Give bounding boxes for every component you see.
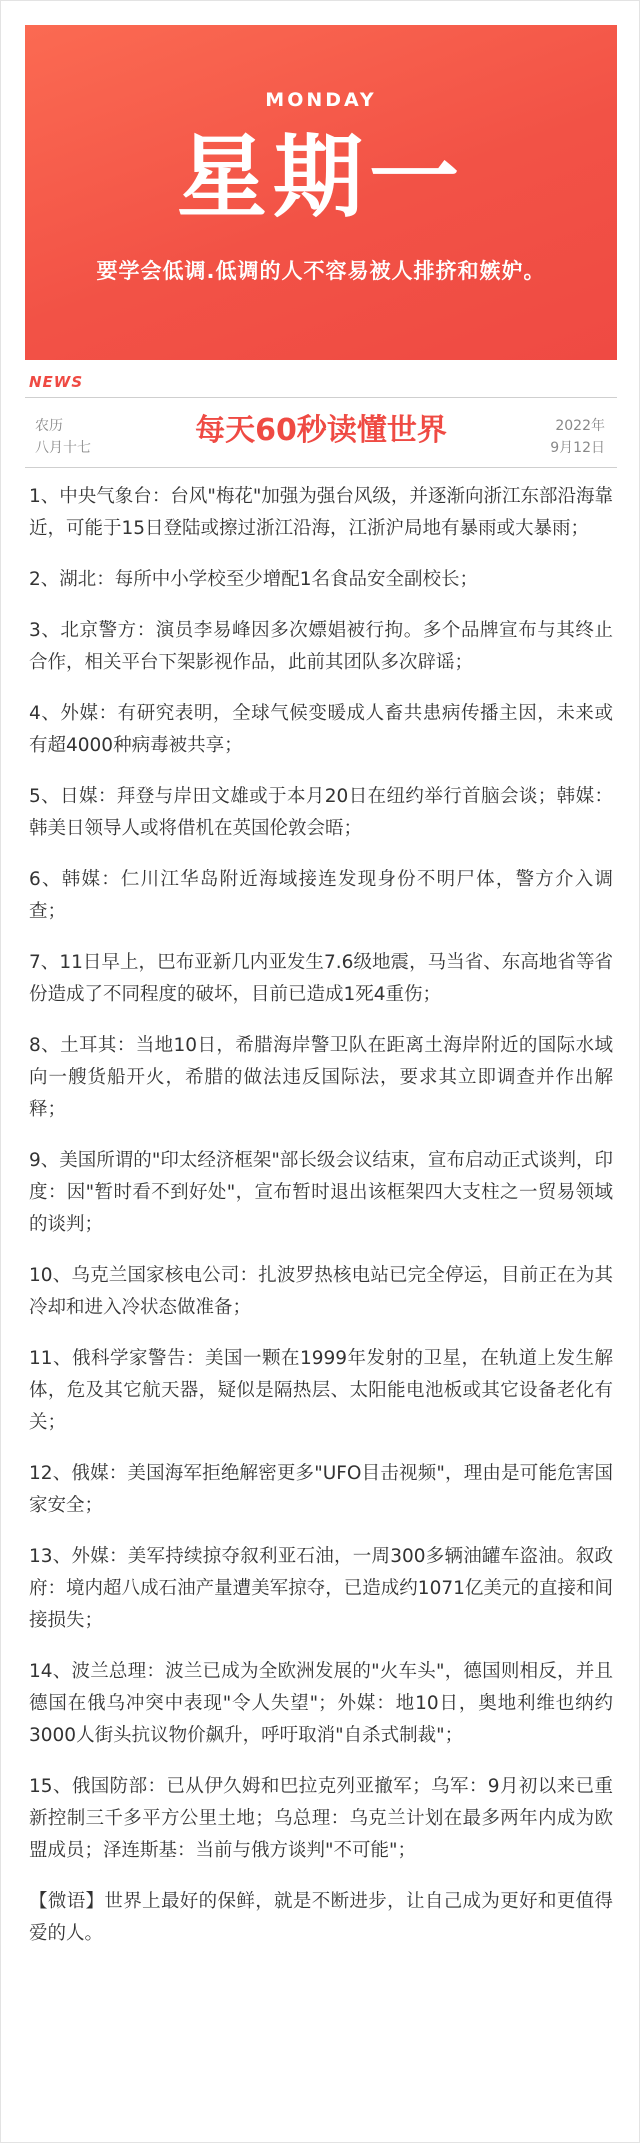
- news-item-4: 4、外媒：有研究表明，全球气候变暖成人畜共患病传播主因，未来或有超4000种病毒被共享；: [29, 703, 613, 756]
- news-item-12: 12、俄媒：美国海军拒绝解密更多"UFO目击视频"，理由是可能危害国家安全；: [29, 1463, 613, 1516]
- news-item-3: 3、北京警方：演员李易峰因多次嫖娼被行拘。多个品牌宣布与其终止合作，相关平台下架影视作品，此前其团队多次辟谣；: [29, 620, 613, 673]
- news-item-15: 15、俄国防部：已从伊久姆和巴拉克列亚撤军；乌军：9月初以来已重新控制三千多平方公里土地；乌总理：乌克兰计划在最多两年内成为欧盟成员；泽连斯基：当前与俄方谈判"不可能"；: [29, 1776, 613, 1861]
- news-item-5: 5、日媒：拜登与岸田文雄或于本月20日在纽约举行首脑会谈；韩媒：韩美日领导人或将借机在英国伦敦会晤；: [29, 786, 613, 839]
- header-divider-top: [25, 397, 617, 398]
- page-title: 每天60秒读懂世界: [195, 413, 447, 448]
- weekday-chinese: 星期一: [177, 125, 465, 230]
- weekday-banner: [25, 25, 617, 360]
- lunar-label: 农历: [35, 418, 63, 434]
- weekday-english: MONDAY: [265, 89, 377, 111]
- gregorian-date-block: [550, 415, 605, 459]
- news-item-11: 11、俄科学家警告：美国一颗在1999年发射的卫星，在轨道上发生解体，危及其它航天器，疑似是隔热层、太阳能电池板或其它设备老化有关；: [29, 1348, 613, 1433]
- date-day: 9月12日: [550, 440, 605, 456]
- news-item-7: 7、11日早上，巴布亚新几内亚发生7.6级地震，马当省、东高地省等省份造成了不同程度的破坏，目前已造成1死4重伤；: [29, 952, 613, 1005]
- news-item-6: 6、韩媒：仁川江华岛附近海域接连发现身份不明尸体，警方介入调查；: [29, 869, 613, 922]
- date-year: 2022年: [555, 418, 605, 434]
- news-item-13: 13、外媒：美军持续掠夺叙利亚石油，一周300多辆油罐车盗油。叙政府：境内超八成石油产量遭美军掠夺，已造成约1071亿美元的直接和间接损失；: [29, 1546, 613, 1631]
- lunar-date: 八月十七: [35, 440, 91, 456]
- news-item-1: 1、中央气象台：台风"梅花"加强为强台风级，并逐渐向浙江东部沿海靠近，可能于15日登陆或擦过浙江沿海，江浙沪局地有暴雨或大暴雨；: [29, 486, 613, 539]
- news-item-8: 8、土耳其：当地10日，希腊海岸警卫队在距离土海岸附近的国际水域向一艘货船开火，希腊的做法违反国际法，要求其立即调查并作出解释；: [29, 1035, 613, 1120]
- daily-quote: 【微语】世界上最好的保鲜，就是不断进步，让自己成为更好和更值得爱的人。: [29, 1891, 613, 1944]
- news-item-2: 2、湖北：每所中小学校至少增配1名食品安全副校长；: [29, 569, 479, 590]
- lunar-date-block: [35, 415, 91, 459]
- news-item-9: 9、美国所谓的"印太经济框架"部长级会议结束，宣布启动正式谈判，印度：因"暂时看不到好处"，宣布暂时退出该框架四大支柱之一贸易领域的谈判；: [29, 1150, 613, 1235]
- header-divider-bottom: [25, 467, 617, 468]
- banner-motto: 要学会低调.低调的人不容易被人排挤和嫉妒。: [96, 259, 546, 283]
- news-item-14: 14、波兰总理：波兰已成为全欧洲发展的"火车头"，德国则相反，并且德国在俄乌冲突中表现"令人失望"；外媒：地10日，奥地利维也纳约3000人街头抗议物价飙升，呼吁取消"自杀式制裁"；: [29, 1661, 613, 1746]
- news-item-10: 10、乌克兰国家核电公司：扎波罗热核电站已完全停运，目前正在为其冷却和进入冷状态做准备；: [29, 1265, 613, 1318]
- news-tag: NEWS: [29, 373, 84, 391]
- news-list: [29, 481, 613, 1950]
